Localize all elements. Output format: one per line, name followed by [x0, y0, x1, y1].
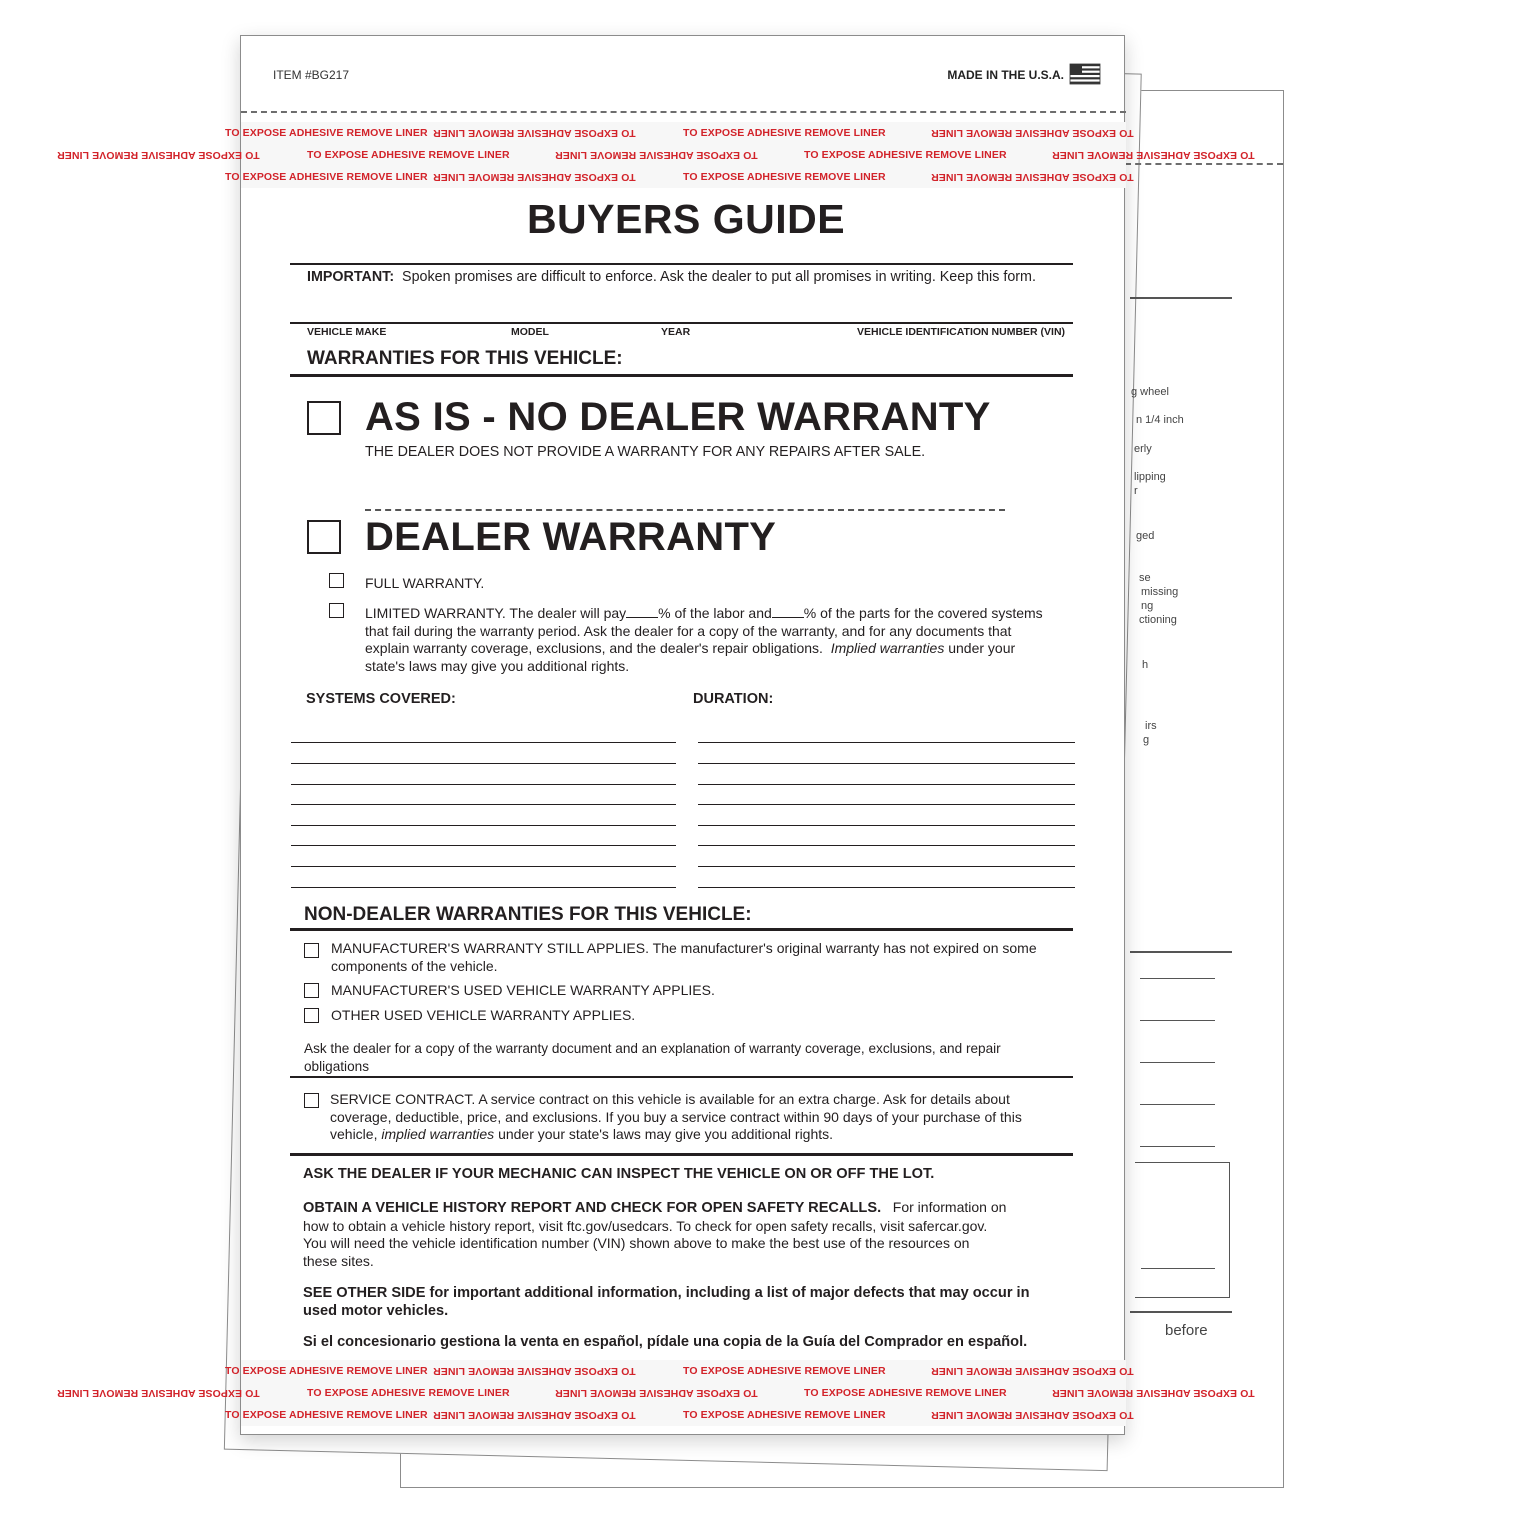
- liner-text: TO EXPOSE ADHESIVE REMOVE LINER: [1052, 149, 1255, 161]
- liner-text: TO EXPOSE ADHESIVE REMOVE LINER: [683, 1409, 886, 1421]
- warranties-heading: WARRANTIES FOR THIS VEHICLE:: [307, 348, 623, 369]
- divider: [290, 928, 1073, 931]
- liner-text: TO EXPOSE ADHESIVE REMOVE LINER: [555, 149, 758, 161]
- liner-text: TO EXPOSE ADHESIVE REMOVE LINER: [804, 1387, 1007, 1399]
- dealer-warranty-checkbox[interactable]: [307, 520, 341, 554]
- systems-covered-line[interactable]: [291, 845, 676, 846]
- ask-dealer-line: obligations: [304, 1058, 369, 1074]
- limited-text: % of the labor and: [658, 605, 772, 621]
- as-is-checkbox[interactable]: [307, 401, 341, 435]
- see-other-side-line: SEE OTHER SIDE for important additional information, including a list of major defects that may occur in: [303, 1285, 1030, 1301]
- systems-covered-line[interactable]: [291, 887, 676, 888]
- back-text-fragment: erly: [1134, 443, 1152, 455]
- systems-covered-line[interactable]: [291, 763, 676, 764]
- service-contract-checkbox[interactable]: [304, 1093, 319, 1108]
- back-text-fragment: missing: [1141, 586, 1179, 598]
- back-text-fragment: irs: [1145, 720, 1157, 732]
- liner-text: TO EXPOSE ADHESIVE REMOVE LINER: [57, 1387, 260, 1399]
- dealer-warranty-heading: DEALER WARRANTY: [365, 515, 777, 559]
- liner-text: TO EXPOSE ADHESIVE REMOVE LINER: [307, 1387, 510, 1399]
- labor-percent-blank[interactable]: [626, 617, 658, 618]
- limited-text: state's laws may give you additional rights.: [365, 657, 630, 674]
- see-other-side-line: used motor vehicles.: [303, 1303, 449, 1319]
- dashed-separator: [365, 509, 1005, 511]
- duration-line[interactable]: [698, 784, 1075, 785]
- liner-text: TO EXPOSE ADHESIVE REMOVE LINER: [555, 1387, 758, 1399]
- liner-text: TO EXPOSE ADHESIVE REMOVE LINER: [1052, 1387, 1255, 1399]
- back-text-fragment: se: [1139, 572, 1151, 584]
- year-label: YEAR: [661, 326, 691, 338]
- liner-text: TO EXPOSE ADHESIVE REMOVE LINER: [804, 149, 1007, 161]
- history-report-bold: OBTAIN A VEHICLE HISTORY REPORT AND CHECK FOR OPEN SAFETY RECALLS.: [303, 1200, 882, 1216]
- duration-line[interactable]: [698, 845, 1075, 846]
- history-report-text: [303, 1199, 1093, 1270]
- liner-strip-bottom: [57, 1360, 1255, 1426]
- service-contract-line: SERVICE CONTRACT. A service contract on this vehicle is available for an extra charge. Ask for details about: [330, 1091, 1010, 1107]
- back-text-fragment: ctioning: [1139, 614, 1177, 626]
- liner-text: TO EXPOSE ADHESIVE REMOVE LINER: [433, 171, 636, 183]
- back-sheet-rule: [1130, 951, 1232, 953]
- back-sheet-perforation: [1125, 163, 1283, 165]
- divider: [290, 1076, 1073, 1078]
- see-other-side-text: [303, 1284, 1030, 1320]
- parts-percent-blank[interactable]: [772, 617, 804, 618]
- page-title: BUYERS GUIDE: [526, 196, 846, 242]
- systems-covered-line[interactable]: [291, 825, 676, 826]
- liner-text: TO EXPOSE ADHESIVE REMOVE LINER: [931, 1409, 1134, 1421]
- perforation-line: [241, 111, 1126, 113]
- limited-warranty-checkbox[interactable]: [329, 603, 344, 618]
- back-sheet-rule: [1130, 1311, 1232, 1313]
- back-text-fragment: before: [1165, 1322, 1208, 1339]
- systems-covered-line[interactable]: [291, 742, 676, 743]
- back-sheet-box: [1135, 1162, 1230, 1298]
- as-is-text: THE DEALER DOES NOT PROVIDE A WARRANTY FOR ANY REPAIRS AFTER SALE.: [365, 444, 926, 460]
- implied-warranties-italic: implied warranties: [381, 1126, 495, 1142]
- systems-covered-line[interactable]: [291, 866, 676, 867]
- liner-text: TO EXPOSE ADHESIVE REMOVE LINER: [683, 127, 886, 139]
- history-report-line: these sites.: [303, 1252, 374, 1269]
- back-sheet-line: [1140, 1020, 1215, 1021]
- ask-dealer-text: [304, 1040, 1001, 1075]
- vin-label: VEHICLE IDENTIFICATION NUMBER (VIN): [857, 326, 1066, 338]
- back-sheet-rule: [1130, 297, 1232, 299]
- back-text-fragment: h: [1142, 659, 1149, 671]
- duration-line[interactable]: [698, 763, 1075, 764]
- important-label: IMPORTANT:: [307, 269, 395, 285]
- liner-strip-top: [57, 122, 1255, 188]
- limited-text: that fail during the warranty period. Ask the dealer for a copy of the warranty, and for any documents that: [365, 622, 1012, 639]
- back-text-fragment: lipping: [1134, 471, 1166, 483]
- as-is-heading: AS IS - NO DEALER WARRANTY: [365, 395, 991, 439]
- history-report-line: You will need the vehicle identification number (VIN) shown above to make the best use of the resources on: [303, 1235, 970, 1251]
- liner-text: TO EXPOSE ADHESIVE REMOVE LINER: [683, 171, 886, 183]
- ask-dealer-line: Ask the dealer for a copy of the warranty document and an explanation of warranty coverage, exclusions, and repair: [304, 1041, 1001, 1056]
- back-text-fragment: g: [1143, 734, 1150, 746]
- duration-line[interactable]: [698, 742, 1075, 743]
- duration-label: DURATION:: [693, 691, 774, 707]
- liner-text: TO EXPOSE ADHESIVE REMOVE LINER: [683, 1365, 886, 1377]
- service-contract-line: coverage, deductible, price, and exclusions. If you buy a service contract within 90 days of your purchase of this: [330, 1108, 1022, 1125]
- systems-covered-line[interactable]: [291, 804, 676, 805]
- liner-text: TO EXPOSE ADHESIVE REMOVE LINER: [931, 1365, 1134, 1377]
- history-report-line: For information on: [892, 1199, 1007, 1215]
- mfr-used-text: MANUFACTURER'S USED VEHICLE WARRANTY APPLIES.: [331, 982, 715, 998]
- back-sheet-line: [1141, 1268, 1215, 1269]
- full-warranty-label: FULL WARRANTY.: [365, 575, 485, 591]
- service-contract-line: vehicle,: [330, 1126, 378, 1142]
- liner-text: TO EXPOSE ADHESIVE REMOVE LINER: [225, 1409, 428, 1421]
- liner-text: TO EXPOSE ADHESIVE REMOVE LINER: [57, 149, 260, 161]
- back-sheet-line: [1140, 1062, 1215, 1063]
- divider: [290, 263, 1073, 265]
- mfr-used-checkbox[interactable]: [304, 983, 319, 998]
- back-sheet-line: [1140, 1146, 1215, 1147]
- liner-text: TO EXPOSE ADHESIVE REMOVE LINER: [433, 1409, 636, 1421]
- liner-text: TO EXPOSE ADHESIVE REMOVE LINER: [931, 127, 1134, 139]
- limited-warranty-text: [365, 605, 1085, 675]
- implied-warranties-italic: Implied warranties: [830, 640, 945, 656]
- made-in-usa: MADE IN THE U.S.A.: [947, 68, 1064, 82]
- service-contract-line: under your state's laws may give you additional rights.: [498, 1126, 834, 1142]
- other-used-checkbox[interactable]: [304, 1008, 319, 1023]
- back-sheet-line: [1140, 1104, 1215, 1105]
- item-number: ITEM #BG217: [273, 68, 350, 82]
- mfr-warranty-checkbox[interactable]: [304, 943, 319, 958]
- duration-line[interactable]: [698, 887, 1075, 888]
- divider: [290, 374, 1073, 377]
- mfr-warranty-line: components of the vehicle.: [331, 957, 498, 974]
- back-sheet-line: [1140, 978, 1215, 979]
- important-text: Spoken promises are difficult to enforce. Ask the dealer to put all promises in writing. Keep this form.: [402, 269, 1036, 285]
- spanish-notice: Si el concesionario gestiona la venta en español, pídale una copia de la Guía del Comprador en español.: [303, 1334, 1028, 1350]
- full-warranty-checkbox[interactable]: [329, 573, 344, 588]
- limited-text: LIMITED WARRANTY. The dealer will pay: [365, 605, 627, 621]
- non-dealer-heading: NON-DEALER WARRANTIES FOR THIS VEHICLE:: [304, 904, 752, 925]
- duration-line[interactable]: [698, 825, 1075, 826]
- vehicle-field-line: [290, 322, 1073, 324]
- liner-text: TO EXPOSE ADHESIVE REMOVE LINER: [931, 171, 1134, 183]
- duration-line[interactable]: [698, 804, 1075, 805]
- limited-text: % of the parts for the covered systems: [803, 605, 1043, 621]
- limited-text: explain warranty coverage, exclusions, and the dealer's repair obligations.: [365, 640, 823, 656]
- systems-covered-label: SYSTEMS COVERED:: [306, 691, 456, 707]
- back-text-fragment: ng: [1141, 600, 1154, 612]
- liner-text: TO EXPOSE ADHESIVE REMOVE LINER: [307, 149, 510, 161]
- systems-covered-line[interactable]: [291, 784, 676, 785]
- mfr-warranty-text: [331, 940, 1037, 975]
- important-notice: [307, 269, 1036, 285]
- mfr-warranty-line: MANUFACTURER'S WARRANTY STILL APPLIES. The manufacturer's original warranty has not expired on some: [331, 940, 1037, 956]
- service-contract-text: [330, 1091, 1022, 1144]
- liner-text: TO EXPOSE ADHESIVE REMOVE LINER: [225, 171, 428, 183]
- back-text-fragment: n 1/4 inch: [1136, 414, 1184, 426]
- duration-line[interactable]: [698, 866, 1075, 867]
- vehicle-make-label: VEHICLE MAKE: [307, 326, 387, 338]
- liner-text: TO EXPOSE ADHESIVE REMOVE LINER: [225, 127, 428, 139]
- mechanic-inspect-text: ASK THE DEALER IF YOUR MECHANIC CAN INSPECT THE VEHICLE ON OR OFF THE LOT.: [303, 1166, 935, 1182]
- back-text-fragment: g wheel: [1131, 386, 1169, 398]
- liner-text: TO EXPOSE ADHESIVE REMOVE LINER: [225, 1365, 428, 1377]
- history-report-line: how to obtain a vehicle history report, visit ftc.gov/usedcars. To check for open safety recalls, visit safercar.gov.: [303, 1217, 988, 1234]
- limited-text: under your: [948, 640, 1016, 656]
- liner-text: TO EXPOSE ADHESIVE REMOVE LINER: [433, 1365, 636, 1377]
- liner-text: TO EXPOSE ADHESIVE REMOVE LINER: [433, 127, 636, 139]
- other-used-text: OTHER USED VEHICLE WARRANTY APPLIES.: [331, 1007, 636, 1023]
- back-text-fragment: r: [1134, 485, 1138, 497]
- us-flag-icon: [1070, 64, 1100, 84]
- back-text-fragment: ged: [1136, 530, 1155, 542]
- divider: [290, 1153, 1073, 1156]
- model-label: MODEL: [511, 326, 549, 338]
